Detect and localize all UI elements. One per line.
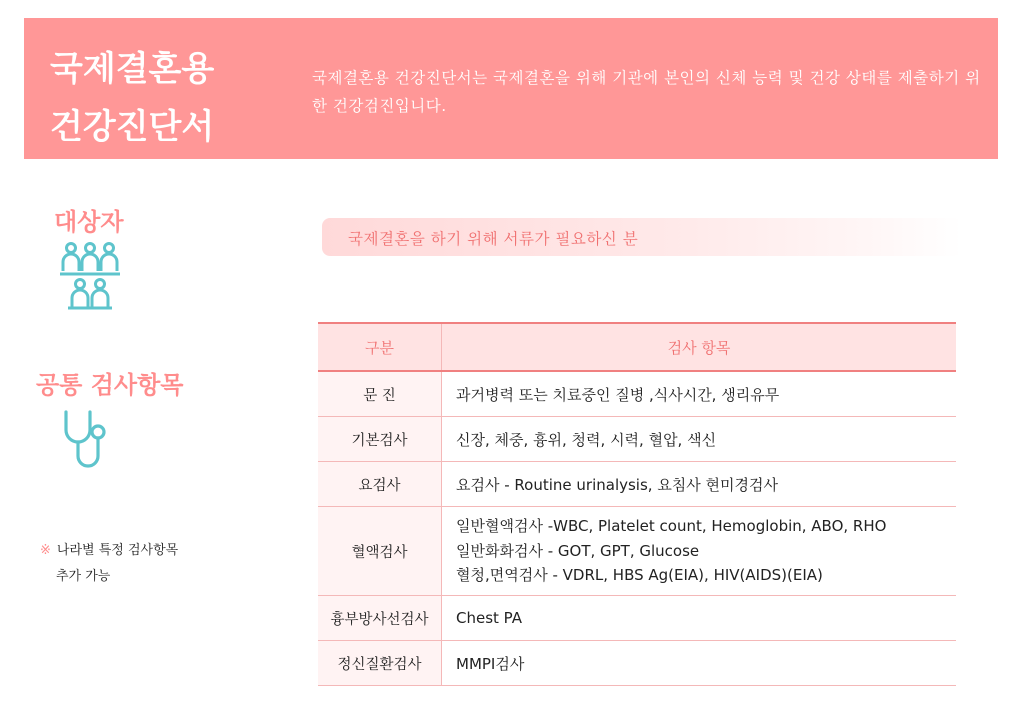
header-category: 구분 <box>318 323 442 371</box>
table-row <box>318 596 956 641</box>
target-bar <box>322 218 962 256</box>
row-items: 요검사 - Routine urinalysis, 요침사 현미경검사 <box>442 462 957 507</box>
row-category: 혈액검사 <box>318 507 442 596</box>
person-body <box>63 254 79 271</box>
header-description: 국제결혼용 건강진단서는 국제결혼을 위해 기관에 본인의 신체 능력 및 건강 상태를 제출하기 위한 건강검진입니다. <box>312 69 981 115</box>
page-title-line2: 건강진단서 <box>50 107 215 147</box>
header-banner <box>24 18 998 159</box>
note-mark: ※ <box>40 543 51 558</box>
common-label: 공통 검사항목 <box>36 371 184 399</box>
table-row <box>318 371 956 417</box>
row-category: 문 진 <box>318 371 442 417</box>
page-title <box>50 40 214 156</box>
row-items: 과거병력 또는 치료중인 질병 ,식사시간, 생리유무 <box>442 371 957 417</box>
row-category: 요검사 <box>318 462 442 507</box>
person-body <box>101 254 117 271</box>
note <box>40 538 178 590</box>
row-category: 흉부방사선검사 <box>318 596 442 641</box>
table-row <box>318 507 956 596</box>
row-item-line: 혈청,면역검사 - VDRL, HBS Ag(EIA), HIV(AIDS)(EIA) <box>456 566 823 585</box>
person-head <box>67 244 76 253</box>
table-row <box>318 641 956 686</box>
table-row <box>318 462 956 507</box>
row-item-line: 일반화화검사 - GOT, GPT, Glucose <box>456 541 700 560</box>
target-label: 대상자 <box>54 208 124 236</box>
person-head <box>86 244 95 253</box>
header-items: 검사 항목 <box>442 323 957 371</box>
target-text: 국제결혼을 하기 위해 서류가 필요하신 분 <box>348 230 639 248</box>
note-line1: 나라별 특정 검사항목 <box>56 543 179 558</box>
table-row <box>318 417 956 462</box>
row-items: MMPI검사 <box>442 641 957 686</box>
chest-piece <box>92 426 104 438</box>
person-body <box>72 290 88 307</box>
stethoscope-icon <box>58 408 114 472</box>
person-body <box>92 290 108 307</box>
table-header-row <box>318 323 956 371</box>
earpiece-left <box>66 412 90 442</box>
row-items: Chest PA <box>442 596 957 641</box>
row-items <box>442 507 957 596</box>
note-line2: 추가 가능 <box>56 569 111 584</box>
row-item-line: 일반혈액검사 -WBC, Platelet count, Hemoglobin, ABO, RHO <box>456 517 887 536</box>
row-category: 기본검사 <box>318 417 442 462</box>
person-head <box>96 280 105 289</box>
person-head <box>105 244 114 253</box>
row-items: 신장, 체중, 흉위, 청력, 시력, 혈압, 색신 <box>442 417 957 462</box>
page-title-line1: 국제결혼용 <box>50 49 215 89</box>
person-body <box>82 254 98 271</box>
exam-table <box>318 322 956 686</box>
people-group-icon <box>58 240 122 310</box>
person-head <box>76 280 85 289</box>
row-category: 정신질환검사 <box>318 641 442 686</box>
